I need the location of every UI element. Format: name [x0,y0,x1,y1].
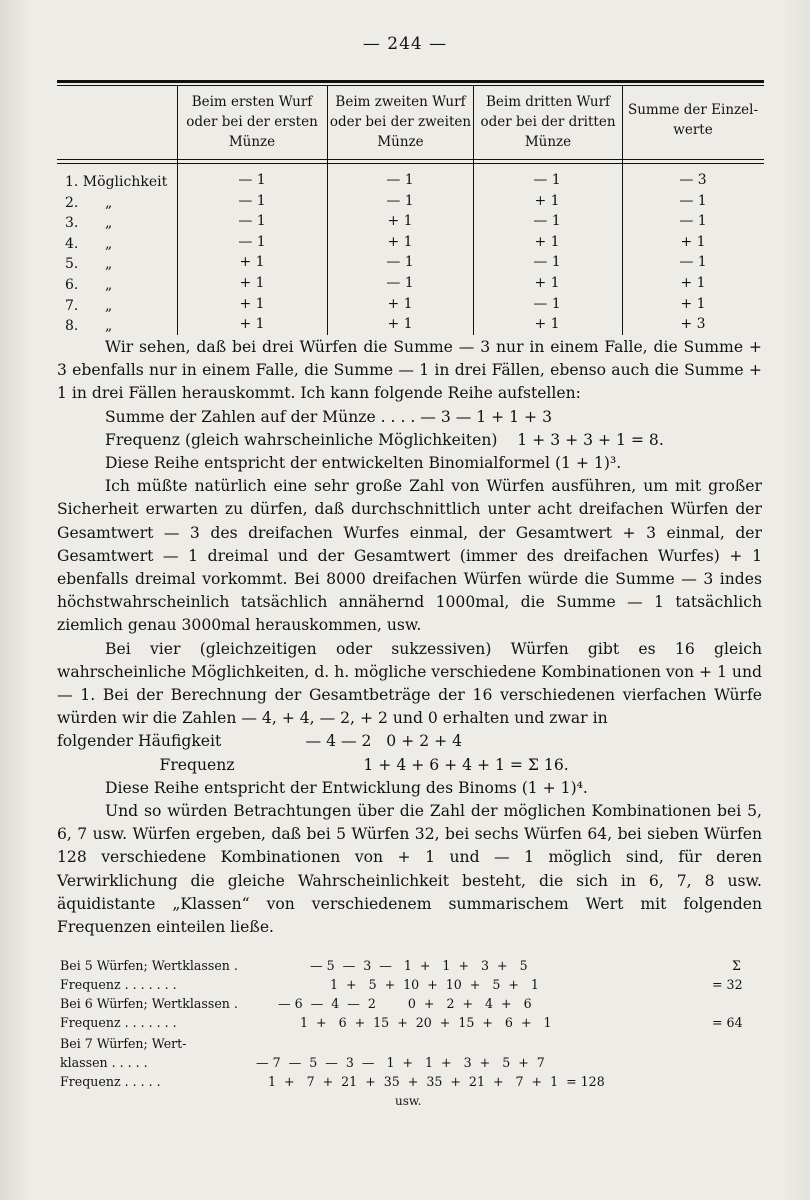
table-cell: — 1 [679,254,707,271]
table-cell: — 1 [533,254,561,271]
row-values: 1 + 7 + 21 + 35 + 35 + 21 + 7 + 1 = 128 [268,1074,605,1089]
table-cell: + 1 [534,275,560,291]
row-values: — 6 — 4 — 2 0 + 2 + 4 + 6 [278,996,532,1011]
row-label: 6. „ [65,277,113,293]
table-cell: — 1 [386,275,414,291]
table-cell: — 1 [238,172,266,188]
table-cell: — 1 [386,254,414,271]
series-line: folgender Häufigkeit — 4 — 2 0 + 2 + 4 [57,732,463,751]
header-first-throw: Beim ersten Wurf oder bei der ersten Münze [186,94,318,150]
header-third-throw: Beim dritten Wurf oder bei der dritten Münze [480,94,616,150]
row-label: 7. „ [65,297,113,314]
table-cell: + 1 [387,213,413,230]
table-cell: + 1 [239,275,265,291]
row-label: Frequenz . . . . . . . [60,1015,177,1030]
table-cell: — 1 [238,233,266,250]
row-label: 2. „ [65,194,113,211]
table-cell: + 1 [239,295,265,312]
row-label: Frequenz . . . . . . . [60,977,177,992]
series-line: Summe der Zahlen auf der Münze . . . . — 3 — 1 + 1 + 3 [105,407,552,426]
table-cell: — 1 [679,192,707,209]
series-line: Frequenz (gleich wahrscheinliche Möglichkeiten) 1 + 3 + 3 + 1 = 8. [105,430,664,449]
table-cell: + 1 [680,295,706,312]
table-cell: + 1 [680,233,706,250]
column-divider [622,85,623,335]
sigma-symbol: Σ [732,958,741,973]
probability-table [57,80,764,335]
paragraph: Wir sehen, daß bei drei Würfen die Summe — 3 nur in einem Falle, die Summe + 3 ebenfalls nur in einem Falle, die Summe — 1 in drei Fällen, ebenso auch die Summe + 1 in drei Fällen herauskommt. Ich kann folgende Reihe aufstellen: [57,338,762,403]
row-label: Bei 7 Würfen; Wert- [60,1036,187,1051]
table-cell: — 1 [386,192,414,209]
column-divider [177,85,178,335]
table-cell: + 1 [680,275,706,291]
table-cell: — 1 [238,213,266,230]
row-label: 5. „ [65,256,113,273]
series-line: Frequenz 1 + 4 + 6 + 4 + 1 = Σ 16. [105,755,569,774]
row-values: — 5 — 3 — 1 + 1 + 3 + 5 [310,958,528,973]
row-total: = 64 [712,1015,743,1030]
table-cell: + 1 [387,233,413,250]
row-label: 8. „ [65,318,113,335]
table-cell: — 1 [238,192,266,209]
table-header-rule [57,159,764,160]
table-cell: — 1 [533,295,561,312]
table-cell: + 1 [534,233,560,250]
series-line: Diese Reihe entspricht der Entwicklung des Binoms (1 + 1)⁴. [105,778,588,797]
table-cell: — 1 [533,172,561,188]
usw-note: usw. [395,1094,422,1108]
row-values: — 7 — 5 — 3 — 1 + 1 + 3 + 5 + 7 [256,1055,545,1070]
table-header-rule-thin [57,163,764,164]
table-cell: + 1 [387,316,413,333]
page-number: — 244 — [362,34,448,54]
row-label: Frequenz . . . . . [60,1074,161,1089]
series-line: Diese Reihe entspricht der entwickelten Binomialformel (1 + 1)³. [105,454,622,473]
row-label: klassen . . . . . [60,1055,148,1070]
row-values: 1 + 5 + 10 + 10 + 5 + 1 [330,977,539,992]
paragraph: Ich müßte natürlich eine sehr große Zahl von Würfen ausführen, um mit großer Sicherheit erwarten zu dürfen, daß durchschnittlich unter acht dreifachen Würfen der Gesamtwert — 3 des dreifachen Wurfes einmal, der Gesamtwert + 3 einmal, der Gesamtwert — 1 dreimal und der Gesamtwert (immer des dreifachen Wurfes) + 1 ebenfalls dreimal vorkommt. Bei 8000 dreifachen Würfen würde die Summe — 3 indes höchstwahrscheinlich tatsächlich annähernd 1000mal, die Summe — 1 tatsächlich ziemlich genau 3000mal herauskommen, usw. [57,477,762,635]
table-cell: + 1 [534,316,560,333]
table-cell: + 1 [387,295,413,312]
table-cell: — 1 [679,213,707,230]
row-label: 1. Möglichkeit [65,174,168,190]
row-label: Bei 6 Würfen; Wertklassen . [60,996,238,1011]
table-top-rule [57,80,764,83]
row-label: Bei 5 Würfen; Wertklassen . [60,958,238,973]
table-cell: — 3 [679,172,707,188]
table-top-rule-thin [57,85,764,86]
paragraph: Bei vier (gleichzeitigen oder sukzessiven) Würfen gibt es 16 gleich wahrscheinliche Möglichkeiten, d. h. mögliche verschiedene Kombinationen von + 1 und — 1. Bei der Berechnung der Gesamtbeträge der 16 verschiedenen vierfachen Würfe würden wir die Zahlen — 4, + 4, — 2, + 2 und 0 erhalten und zwar in [57,639,762,728]
table-cell: + 1 [534,192,560,209]
paragraph: Und so würden Betrachtungen über die Zahl der möglichen Kombinationen bei 5, 6, 7 usw. Würfen ergeben, daß bei 5 Würfen 32, bei sechs Würfen 64, bei sieben Würfen 128 verschiedene Kombinationen von + 1 und — 1 möglich sind, für deren Verwirklichung die gleiche Wahrscheinlichkeit besteht, die sich in 6, 7, 8 usw. äquidistante „Klassen“ von verschiedenem summarischem Wert mit folgenden Frequenzen einteilen ließe. [57,802,762,937]
row-label: 3. „ [65,215,113,232]
table-cell: — 1 [386,172,414,188]
row-values: 1 + 6 + 15 + 20 + 15 + 6 + 1 [300,1015,552,1030]
table-cell: + 3 [680,316,706,333]
table-cell: — 1 [533,213,561,230]
column-divider [473,85,474,335]
table-cell: + 1 [239,316,265,333]
row-total: = 32 [712,977,743,992]
column-divider [327,85,328,335]
header-second-throw: Beim zweiten Wurf oder bei der zweiten Münze [329,94,472,150]
frequency-table [57,956,762,1096]
header-sum: Summe der Einzel-werte [627,102,759,138]
body-text [57,336,762,939]
table-cell: + 1 [239,254,265,271]
row-label: 4. „ [65,235,113,252]
